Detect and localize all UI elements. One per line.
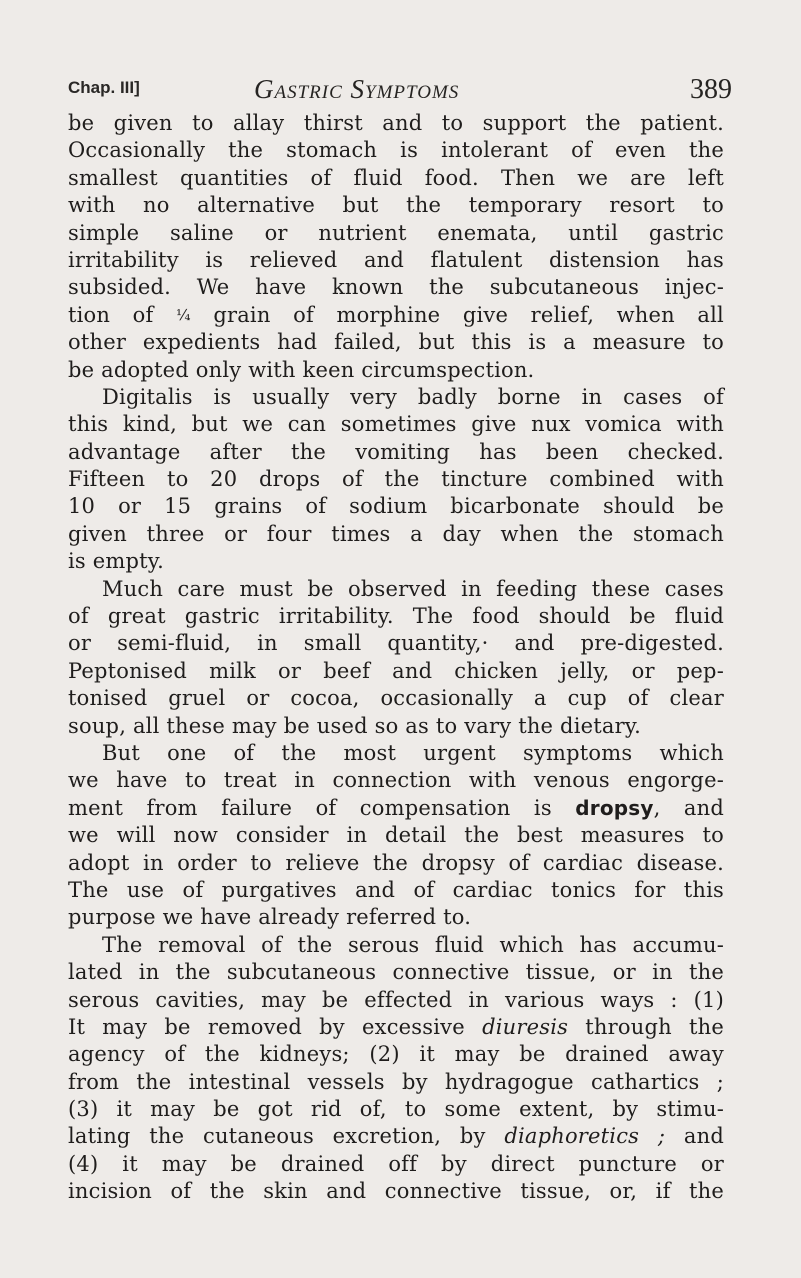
- text-line: Much care must be observed in feeding these cases: [102, 576, 724, 601]
- text-line: simple saline or nutrient enemata, until gastric: [68, 220, 724, 245]
- text-line: we will now consider in detail the best measures to: [68, 823, 724, 848]
- text-line: (3) it may be got rid of, to some extent, by stimu-: [68, 1097, 724, 1122]
- text-line: of great gastric irritability. The food should be fluid: [68, 604, 724, 629]
- text-line: [68, 1014, 724, 1041]
- text-line: tonised gruel or cocoa, occasionally a cup of clear: [68, 686, 724, 711]
- text-line: adopt in order to relieve the dropsy of cardiac disease.: [68, 850, 724, 875]
- text-line: Fifteen to 20 drops of the tincture combined with: [68, 467, 724, 492]
- text-line: subsided. We have known the subcutaneous injec-: [68, 275, 724, 300]
- text-line: is empty.: [68, 549, 164, 574]
- italic-term-diaphoretics: diaphoretics ;: [504, 1124, 666, 1149]
- chapter-label: Chap. III]: [68, 78, 140, 97]
- text-line: other expedients had failed, but this is a measure to: [68, 330, 724, 355]
- text-line: [68, 1123, 724, 1150]
- text-line: [68, 302, 724, 329]
- text-line: with no alternative but the temporary resort to: [68, 193, 724, 218]
- text-line: The use of purgatives and of cardiac tonics for this: [68, 877, 724, 902]
- text-line: lated in the subcutaneous connective tissue, or in the: [68, 960, 724, 985]
- text-line: Peptonised milk or beef and chicken jelly, or pep-: [68, 658, 724, 683]
- text-line: soup, all these may be used so as to vary the dietary.: [68, 713, 641, 738]
- italic-term-diuresis: diuresis: [482, 1014, 569, 1039]
- text-line: be given to allay thirst and to support the patient.: [68, 111, 724, 135]
- text-line: we have to treat in connection with venous engorge-: [68, 768, 724, 793]
- text-line: 10 or 15 grains of sodium bicarbonate should be: [68, 494, 724, 519]
- text-line: given three or four times a day when the stomach: [68, 521, 724, 546]
- text-fragment: and: [683, 1124, 724, 1149]
- text-line: agency of the kidneys; (2) it may be drained away: [68, 1042, 724, 1067]
- text-line: smallest quantities of fluid food. Then we are left: [68, 165, 724, 190]
- text-line: The removal of the serous fluid which has accumu-: [102, 932, 724, 957]
- text-fragment: through the: [585, 1014, 724, 1039]
- text-line: (4) it may be drained off by direct puncture or: [68, 1151, 724, 1176]
- text-line: irritability is relieved and flatulent distension has: [68, 247, 724, 272]
- text-line: or semi-fluid, in small quantity,· and pre-digested.: [68, 631, 724, 656]
- text-fragment: lating the cutaneous excretion, by: [68, 1124, 486, 1149]
- text-fragment: , and: [653, 795, 724, 820]
- text-line: [68, 795, 724, 822]
- text-line: Digitalis is usually very badly borne in cases of: [102, 384, 724, 409]
- body-text: [68, 110, 724, 1206]
- text-fragment: ment from failure of compensation is: [68, 795, 552, 820]
- text-line: serous cavities, may be effected in various ways : (1): [68, 987, 724, 1012]
- text-fragment: grain of morphine give relief, when all: [213, 302, 724, 327]
- text-line: But one of the most urgent symptoms which: [102, 740, 724, 765]
- fraction-quarter: ¼: [176, 305, 191, 324]
- text-line: Occasionally the stomach is intolerant of even the: [68, 138, 724, 163]
- text-fragment: tion of: [68, 302, 154, 327]
- page-header: [68, 76, 732, 106]
- bold-term-dropsy: dropsy: [575, 795, 654, 820]
- text-line: advantage after the vomiting has been checked.: [68, 439, 724, 464]
- text-fragment: It may be removed by excessive: [68, 1014, 465, 1039]
- text-line: incision of the skin and connective tissue, or, if the: [68, 1179, 724, 1204]
- page-number: 389: [690, 74, 732, 105]
- text-line: from the intestinal vessels by hydragogue cathartics ;: [68, 1069, 724, 1094]
- text-line: be adopted only with keen circumspection.: [68, 357, 535, 382]
- text-line: purpose we have already referred to.: [68, 905, 472, 930]
- running-title: Gastric Symptoms: [254, 74, 460, 104]
- text-line: this kind, but we can sometimes give nux vomica with: [68, 412, 724, 437]
